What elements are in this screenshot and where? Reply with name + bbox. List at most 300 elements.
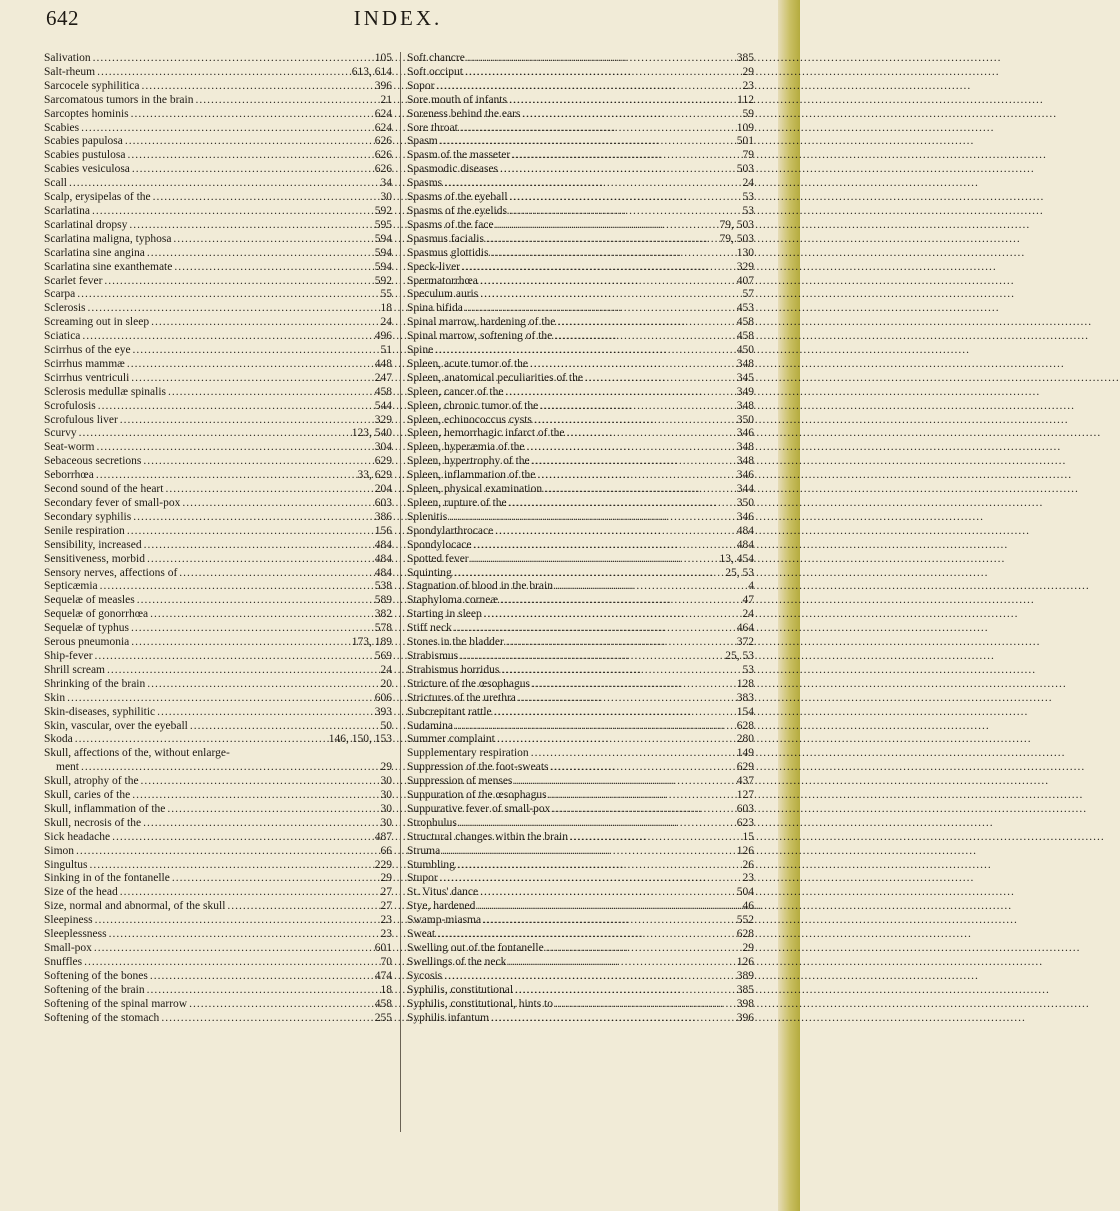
dot-leader [151,316,378,330]
index-entry [407,275,754,289]
entry-term: Scall [44,177,67,190]
dot-leader [195,94,378,108]
entry-pages: 156 [374,524,392,537]
dot-leader [120,414,373,428]
dot-leader [141,775,379,789]
index-entry [407,817,754,831]
dot-leader [459,817,735,831]
dot-leader [132,789,378,803]
dot-leader [501,664,740,678]
entry-pages: 23 [742,872,754,885]
dot-leader [585,372,735,386]
index-entry [44,414,392,428]
entry-pages: 626 [374,149,392,162]
dot-leader [437,928,735,942]
dot-leader [67,692,373,706]
dot-leader [95,650,373,664]
index-entry [44,594,392,608]
index-entry [407,928,754,942]
dot-leader [440,872,741,886]
entry-pages: 70 [380,955,392,968]
dot-leader [471,553,718,567]
dot-leader [454,622,735,636]
index-entry [407,511,754,525]
dot-leader [95,914,379,928]
index-entry [407,358,754,372]
entry-term: Skull, inflammation of the [44,802,166,815]
entry-pages: 589 [374,594,392,607]
entry-term: Sequelæ of gonorrhœa [44,608,149,621]
entry-pages: 601 [374,942,392,954]
dot-leader [530,358,735,372]
entry-pages: 130 [736,246,754,259]
running-head: INDEX. [353,6,443,30]
entry-term: Screaming out in sleep [44,316,150,329]
entry-term: Sopor [407,79,435,92]
index-entry [44,525,392,539]
index-entry [407,261,754,275]
index-entry [407,149,754,163]
entry-pages: 27 [380,900,392,913]
entry-term: Scalp, erysipelas of the [44,191,151,204]
index-entry [407,872,754,886]
entry-pages: 50 [380,719,392,732]
entry-pages: 595 [374,218,392,231]
dot-leader [554,330,735,344]
entry-pages: 603 [736,802,754,815]
index-entry [407,678,754,692]
dot-leader [465,66,741,80]
dot-leader [496,219,718,233]
dot-leader [449,511,734,525]
entry-pages: 29 [742,65,754,78]
entry-pages: 24 [380,316,392,329]
entry-term: Softening of the spinal marrow [44,997,188,1010]
entry-pages: 25, 53 [725,649,754,662]
entry-pages: 474 [374,969,392,982]
entry-pages: 33, 629 [357,469,392,482]
entry-pages: 496 [374,330,392,343]
index-entry [407,330,754,344]
entry-term: Sclerosis medullæ spinalis [44,385,167,398]
index-entry [407,733,754,747]
index-entry [407,914,754,928]
dot-leader [436,80,740,94]
entry-term: Scabies pustulosa [44,149,126,162]
index-entry [44,233,392,247]
entry-term: Suppurative fever of small-pox [407,802,551,815]
entry-term: Strabismus horridus [407,663,500,676]
entry-term: Swelling out of the fontanelle [407,942,544,954]
entry-term: Spondylarthrocace [407,524,494,537]
index-entry [44,275,392,289]
entry-term: Scarlatina [44,204,90,217]
entry-pages: 18 [380,302,392,315]
entry-term: Sensitiveness, morbid [44,552,145,565]
entry-term: Spleen, rupture of the [407,497,507,509]
entry-term: Singultus [44,858,88,871]
entry-pages: 628 [736,719,754,732]
entry-pages: 592 [374,204,392,217]
dot-leader [100,580,373,594]
dot-leader [465,302,735,316]
entry-pages: 350 [736,413,754,426]
dot-leader [92,205,373,219]
entry-term: Spleen, physical examination [407,483,543,496]
entry-term: Shrinking of the brain [44,677,146,690]
entry-pages: 30 [380,816,392,829]
entry-term: Size of the head [44,886,118,899]
entry-term: Stumbling [407,858,455,871]
entry-pages: 346 [736,427,754,440]
entry-pages: 154 [736,705,754,718]
index-entry [44,956,392,970]
index-entry [407,553,754,567]
dot-leader [474,539,735,553]
entry-term: Scarlatina maligna, typhosa [44,232,172,245]
dot-leader [522,108,740,122]
dot-leader [534,414,735,428]
entry-term: Scurvy [44,427,77,440]
dot-leader [506,636,735,650]
entry-term: Serous pneumonia [44,636,130,649]
dot-leader [147,984,379,998]
entry-pages: 112 [737,93,754,106]
index-entry [407,900,754,914]
entry-term: Syphilis, constitutional [407,983,514,996]
entry-term: Soreness behind the ears [407,107,521,120]
index-entry [407,483,754,497]
dot-leader [133,344,379,358]
entry-term: Spleen, echinococcus cysts [407,413,532,426]
entry-pages: 146, 150, 153 [328,733,392,746]
index-entry [44,872,392,886]
index-entry [407,942,754,956]
index-entry [407,525,754,539]
entry-term: Soft chancre [407,52,465,64]
entry-term: Second sound of the heart [44,483,164,496]
dot-leader [549,789,735,803]
index-entry [44,511,392,525]
index-entry [407,177,754,191]
index-entry [407,441,754,455]
dot-leader [460,122,735,136]
index-entry [44,302,392,316]
dot-leader [480,886,735,900]
entry-term: Swellings of the neck [407,955,507,968]
dot-leader [69,177,379,191]
entry-term: Spleen, cancer of the [407,385,504,398]
index-entry [407,427,754,441]
dot-leader [129,219,372,233]
entry-term: Stupor [407,872,438,885]
entry-term: Scirrhus ventriculi [44,371,130,384]
entry-term: Stricture of the œsophagus [407,677,530,690]
entry-term: Skin-diseases, syphilitic [44,705,156,718]
entry-term: Scrofulous liver [44,413,118,426]
entry-pages: 458 [374,997,392,1010]
dot-leader [500,163,735,177]
entry-pages: 629 [736,761,754,774]
entry-term: Secondary syphilis [44,510,132,523]
index-entry [407,831,754,845]
entry-pages: 383 [736,691,754,704]
index-entry [407,692,754,706]
entry-term: Skull, affections of the, without enlarge- [44,747,230,760]
entry-pages: 53 [742,204,754,217]
entry-pages: 396 [374,79,392,92]
index-entry [407,664,754,678]
index-entry [44,330,392,344]
index-entry [407,789,754,803]
dot-leader [532,455,735,469]
index-entry [44,567,392,581]
dot-leader [109,928,379,942]
dot-leader [96,469,356,483]
entry-term: Scirrhus mammæ [44,357,125,370]
index-entry [44,678,392,692]
index-entry [44,455,392,469]
entry-term: Secondary fever of small-pox [44,497,181,509]
entry-term: Structural changes within the brain [407,830,568,843]
entry-term: Sciatica [44,330,81,343]
entry-term: Skoda [44,733,73,746]
entry-pages: 23 [742,79,754,92]
entry-pages: 345 [736,371,754,384]
index-entry [44,261,392,275]
entry-pages: 407 [736,274,754,287]
entry-pages: 458 [736,316,754,329]
entry-pages: 51 [380,344,392,357]
entry-pages: 126 [736,844,754,857]
dot-leader [444,970,735,984]
entry-pages: 30 [380,789,392,802]
entry-pages: 46 [742,900,754,913]
index-entry [44,706,392,720]
entry-pages: 348 [736,455,754,468]
index-entry [407,386,754,400]
index-entry [44,636,392,650]
dot-leader [494,706,735,720]
dot-leader [552,803,734,817]
entry-term: Scabies papulosa [44,135,123,148]
dot-leader [457,859,741,873]
entry-pages: 346 [736,510,754,523]
entry-term: Staphyloma corneæ [407,594,499,607]
entry-term: Spleen, hemorrhagic infarct of the [407,427,565,440]
entry-term: Supplementary respiration [407,747,529,760]
entry-pages: 344 [736,483,754,496]
index-entry [407,984,754,998]
index-entry [44,900,392,914]
entry-term: Spasms [407,177,443,190]
entry-pages: 437 [736,775,754,788]
index-entry [44,664,392,678]
entry-term: Splenitis [407,510,448,523]
dot-leader [486,233,718,247]
index-entry [407,539,754,553]
index-entry [44,720,392,734]
index-entry [44,149,392,163]
entry-pages: 30 [380,775,392,788]
index-entry [407,191,754,205]
index-entry [407,247,754,261]
entry-term: Suppression of the foot-sweats [407,761,549,774]
dot-leader [132,163,373,177]
dot-leader [531,747,735,761]
dot-leader [480,275,735,289]
dot-leader [509,205,741,219]
dot-leader [484,608,741,622]
entry-pages: 29 [380,761,392,774]
index-entry [44,970,392,984]
entry-term: Stiff neck [407,622,452,635]
entry-pages: 29 [380,872,392,885]
index-entry [407,455,754,469]
index-entry [44,177,392,191]
entry-pages: 53 [742,663,754,676]
entry-pages: 385 [736,52,754,64]
entry-term: Scirrhus of the eye [44,344,131,357]
entry-term: Salt-rheum [44,65,96,78]
entry-term: Skin, vascular, over the eyeball [44,719,188,732]
index-entry [44,789,392,803]
dot-leader [81,761,379,775]
entry-term: Skull, caries of the [44,789,131,802]
dot-leader [514,775,734,789]
dot-leader [497,733,735,747]
entry-pages: 23 [380,914,392,927]
dot-leader [455,720,735,734]
dot-leader [508,956,734,970]
entry-pages: 484 [374,538,392,551]
entry-pages: 55 [380,288,392,301]
entry-term: Sore throat [407,121,458,134]
entry-pages: 34 [380,177,392,190]
index-entry [44,469,392,483]
entry-term: Syphilis infantum [407,1011,490,1024]
entry-pages: 628 [736,928,754,941]
dot-leader [88,302,379,316]
entry-term: Snuffles [44,955,83,968]
dot-leader [107,664,379,678]
index-entry [44,817,392,831]
entry-term: Soft occiput [407,65,463,78]
dot-leader [93,52,373,66]
entry-term: Swamp-miasma [407,914,482,927]
entry-pages: 594 [374,260,392,273]
dot-leader [125,135,373,149]
dot-leader [76,845,378,859]
index-entry [44,400,392,414]
entry-term: Sclerosis [44,302,86,315]
index-entry [407,594,754,608]
index-entry [44,247,392,261]
dot-leader [509,497,735,511]
entry-pages: 372 [736,636,754,649]
entry-term: Sensibility, increased [44,538,142,551]
entry-term: Strophulus [407,816,457,829]
entry-term: Softening of the bones [44,969,148,982]
index-entry [44,163,392,177]
dot-leader [81,122,373,136]
entry-pages: 79 [742,149,754,162]
index-entry [44,608,392,622]
entry-term: Sycosis [407,969,443,982]
dot-leader [189,998,373,1012]
index-entry [407,302,754,316]
entry-pages: 53 [742,191,754,204]
dot-leader [182,497,372,511]
entry-pages: 18 [380,983,392,996]
index-entry [44,580,392,594]
dot-leader [104,275,372,289]
index-entry [44,52,392,66]
entry-term: Spermatorrhœa [407,274,478,287]
dot-leader [131,622,373,636]
dot-leader [518,692,735,706]
dot-leader [168,386,373,400]
entry-term: Stagnation of blood in the brain [407,580,553,593]
entry-pages: 4 [748,580,754,593]
entry-term: Size, normal and abnormal, of the skull [44,900,226,913]
index-entry [44,108,392,122]
index-entry [407,94,754,108]
dot-leader [546,942,741,956]
dot-leader [143,817,378,831]
entry-pages: 23 [380,928,392,941]
dot-leader [131,636,349,650]
dot-leader [509,94,735,108]
dot-leader [490,247,734,261]
index-entry [407,747,754,761]
entry-term: Sarcoptes hominis [44,107,129,120]
page-header [40,4,756,38]
index-column-right [400,52,756,1132]
entry-pages: 569 [374,649,392,662]
entry-pages: 173, 189 [351,636,392,649]
index-entry [44,553,392,567]
page-number: 642 [46,6,79,30]
dot-leader [161,1012,372,1026]
index-entry [407,761,754,775]
entry-term: Spotted fever [407,552,469,565]
entry-term: Scarlatina sine exanthemate [44,260,173,273]
entry-pages: 603 [374,497,392,509]
entry-pages: 385 [736,983,754,996]
dot-leader [143,455,372,469]
entry-term: Strictures of the urethra [407,691,516,704]
dot-leader [112,831,373,845]
entry-term: Sick headache [44,830,111,843]
entry-pages: 79, 503 [719,218,754,231]
dot-leader [544,483,735,497]
entry-term: Skin [44,691,66,704]
index-entry [44,94,392,108]
index-entry [407,706,754,720]
index-entry [44,497,392,511]
index-entry [407,414,754,428]
dot-leader [147,247,373,261]
index-entry [407,163,754,177]
dot-leader [147,553,373,567]
entry-pages: 25, 53 [725,566,754,579]
entry-pages: 389 [736,969,754,982]
index-entry [407,859,754,873]
entry-pages: 255 [374,1011,392,1024]
dot-leader [133,511,373,525]
dot-leader [179,567,372,581]
